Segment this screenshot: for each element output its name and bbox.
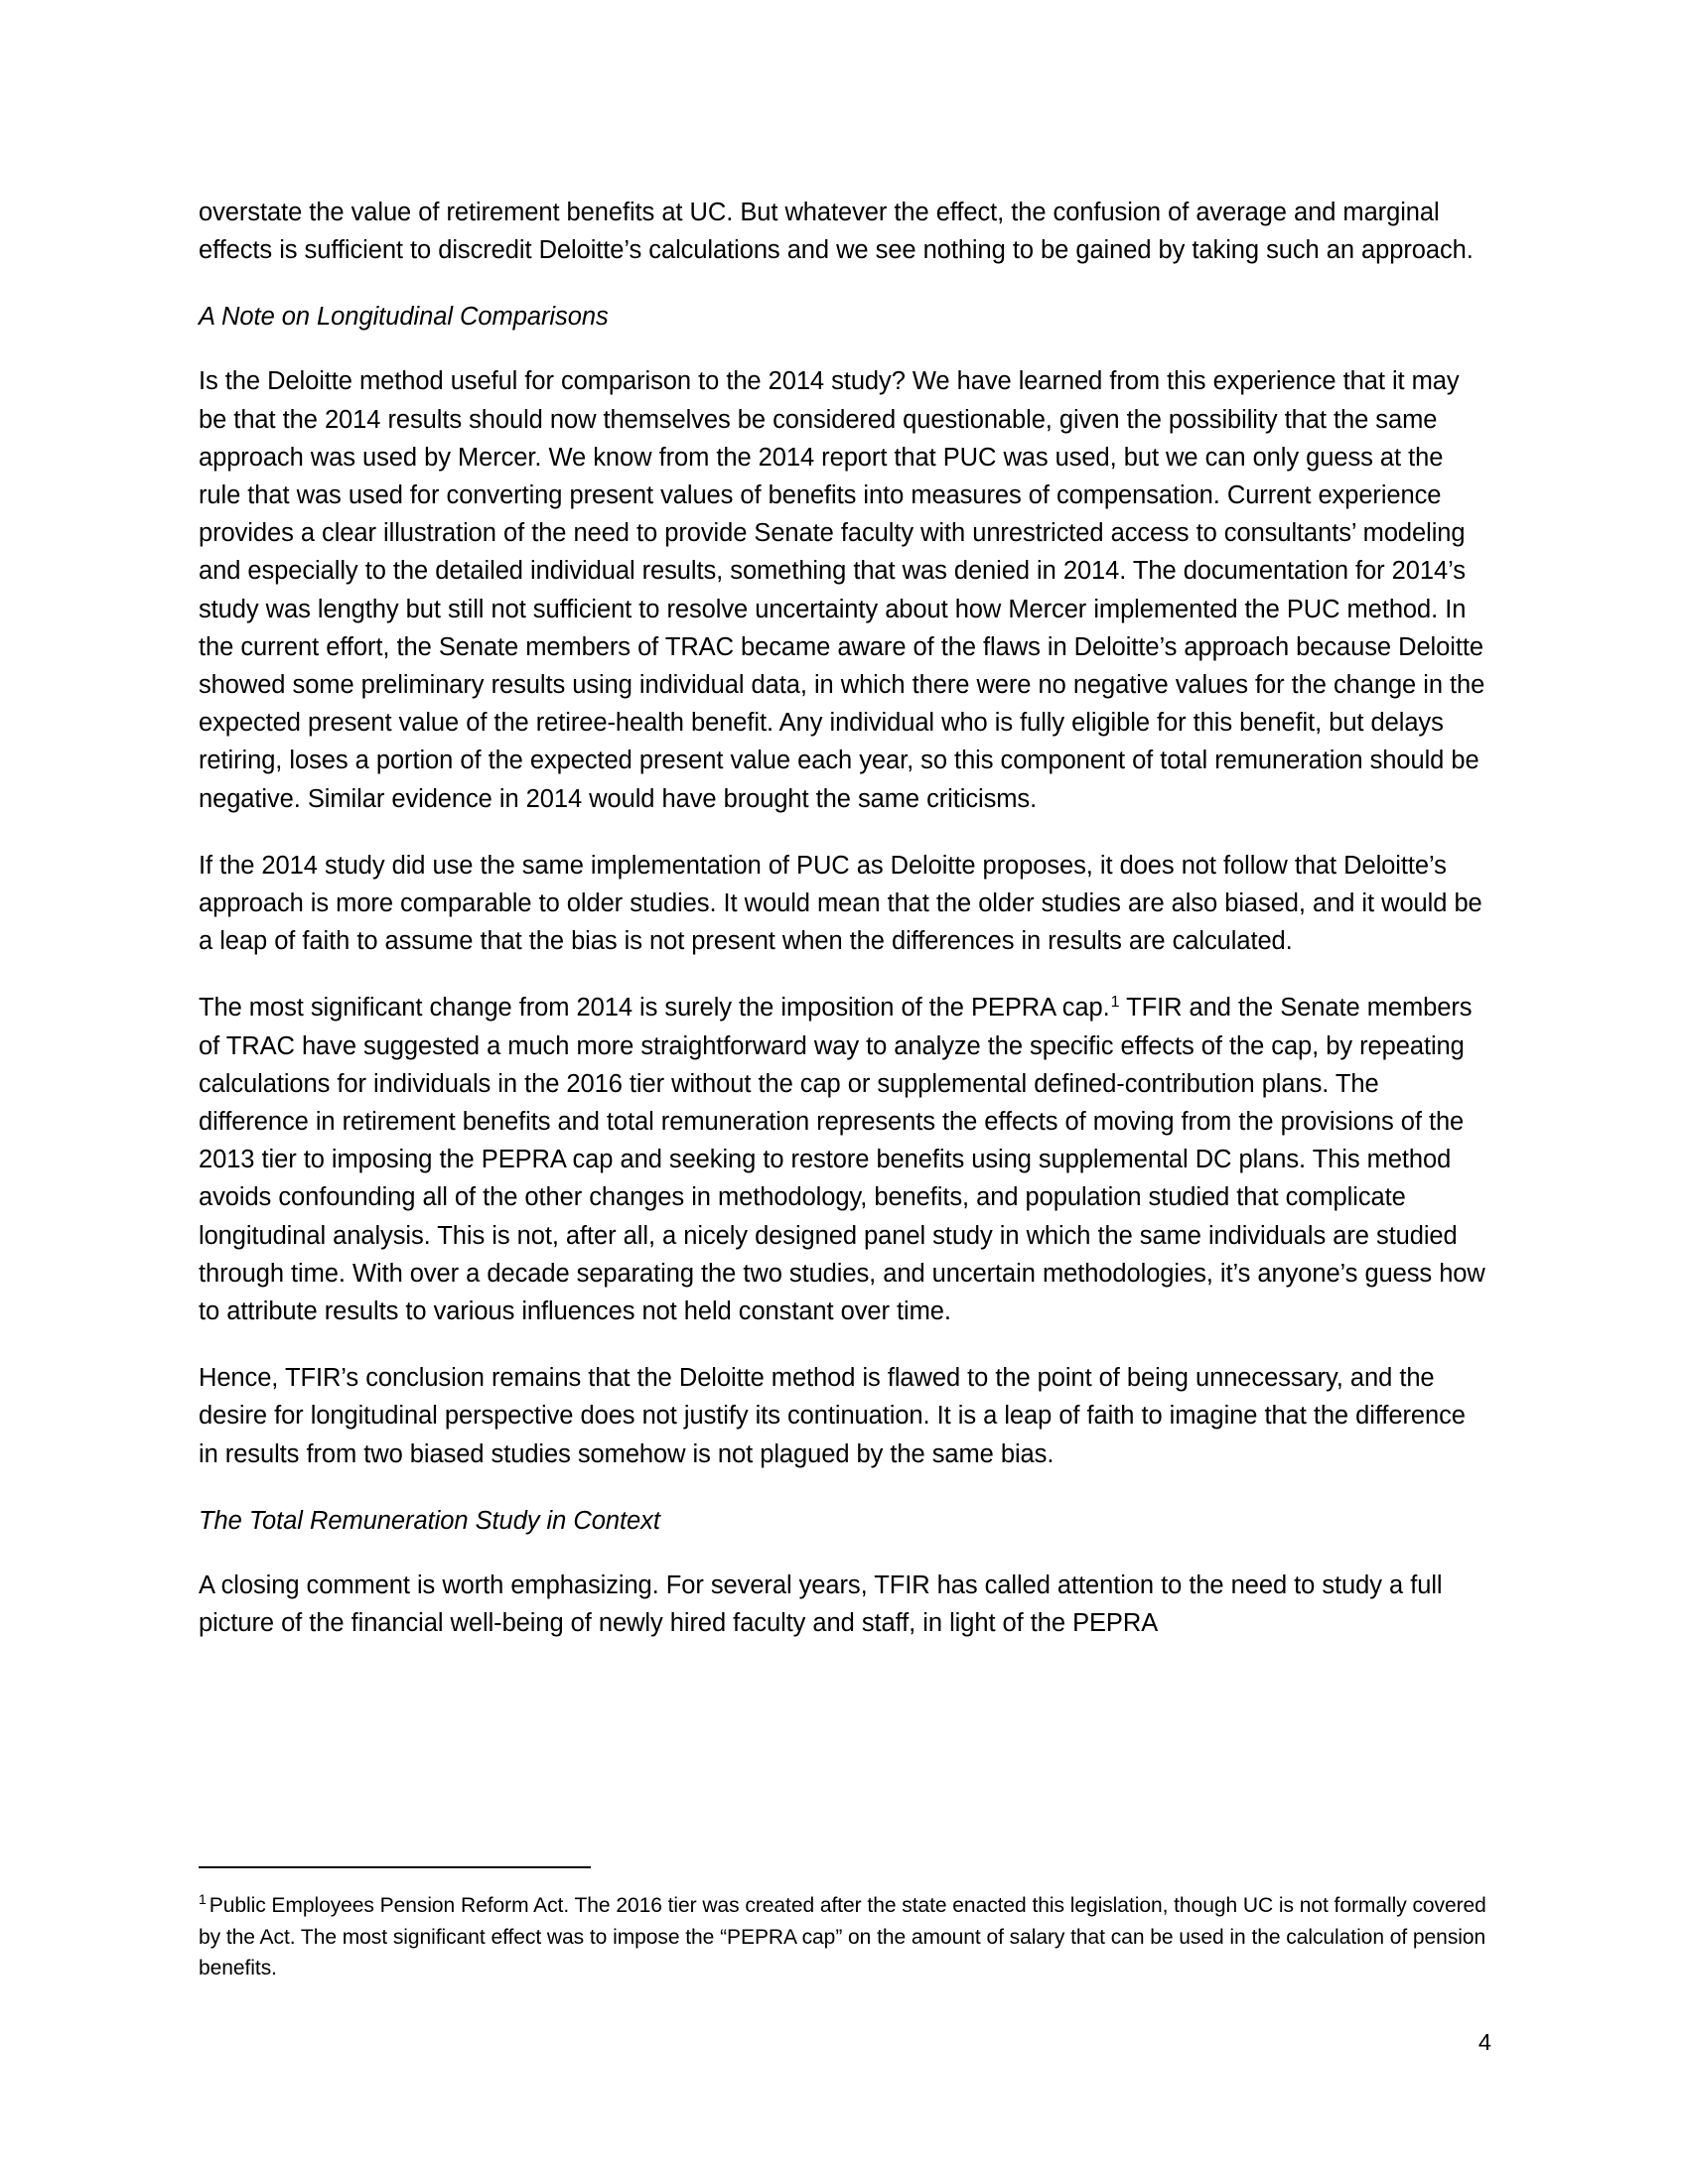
paragraph-pepra-cap-lead: [199, 989, 1491, 1330]
paragraph-pepra-text-after-ref: TFIR and the Senate members of TRAC have suggested a much more straightforward way to analyze the specific effects of the cap, by repeating calculations for individuals in the 2016 tier without the cap or supplemental defined-contribution plans. The difference in retirement benefits and total remuneration represents the effects of moving from the provisions of the 2013 tier to imposing the PEPRA cap and seeking to restore benefits using supplemental DC plans. This method avoids confounding all of the other changes in methodology, benefits, and population studied that complicate longitudinal analysis. This is not, after all, a nicely designed panel study in which the same individuals are studied through time. With over a decade separating the two studies, and uncertain methodologies, it’s anyone’s guess how to attribute results to various influences not held constant over time.: [199, 994, 1485, 1326]
paragraph-deloitte-method: Is the Deloitte method useful for comparison to the 2014 study? We have learned from this experience that it may be that the 2014 results should now themselves be considered questionable, given the possibility that the same approach was used by Mercer. We know from the 2014 report that PUC was used, but we can only guess at the rule that was used for converting present values of benefits into measures of compensation. Current experience provides a clear illustration of the need to provide Senate faculty with unrestricted access to consultants’ modeling and especially to the detailed individual results, something that was denied in 2014. The documentation for 2014’s study was lengthy but still not sufficient to resolve uncertainty about how Mercer implemented the PUC method. In the current effort, the Senate members of TRAC became aware of the flaws in Deloitte’s approach because Deloitte showed some preliminary results using individual data, in which there were no negative values for the change in the expected present value of the retiree-health benefit. Any individual who is fully eligible for this benefit, but delays retiring, loses a portion of the expected present value each year, so this component of total remuneration should be negative. Similar evidence in 2014 would have brought the same criticisms.: [199, 367, 1485, 813]
footnote-separator-rule: [199, 1866, 591, 1868]
footnote-area: [199, 1866, 1491, 1984]
paragraph-tfir-conclusion: Hence, TFIR’s conclusion remains that the Deloitte method is flawed to the point of being unnecessary, and the desire for longitudinal perspective does not justify its continuation. It is a leap of faith to imagine that the difference in results from two biased studies somehow is not plagued by the same bias.: [199, 1364, 1466, 1468]
paragraph-overstate: overstate the value of retirement benefits at UC. But whatever the effect, the confusion of average and marginal effects is sufficient to discredit Deloitte’s calculations and we see nothing to be gained by taking such an approach.: [199, 199, 1474, 265]
paragraph-closing-comment: A closing comment is worth emphasizing. For several years, TFIR has called attention to the need to study a full picture of the financial well-being of newly hired faculty and staff, in light of the PEPRA: [199, 1570, 1443, 1638]
footnote-entry: [199, 1890, 1491, 1984]
page-content: [199, 194, 1491, 1671]
section-heading-longitudinal: A Note on Longitudinal Comparisons: [199, 303, 609, 332]
paragraph-pepra-text-before-ref: The most significant change from 2014 is surely the imposition of the PEPRA cap.: [199, 994, 1110, 1023]
page-number: 4: [1477, 2029, 1491, 2055]
footnote-reference-marker[interactable]: 1: [1110, 993, 1120, 1011]
section-heading-context: The Total Remuneration Study in Context: [199, 1506, 660, 1535]
paragraph-2014-study-puc: If the 2014 study did use the same implementation of PUC as Deloitte proposes, it does not follow that Deloitte’s approach is more comparable to older studies. It would mean that the older studies are also biased, and it would be a leap of faith to assume that the bias is not present when the differences in results are calculated.: [199, 851, 1482, 956]
footnote-number: 1: [199, 1891, 207, 1907]
footnote-text: Public Employees Pension Reform Act. The 2016 tier was created after the state enacted this legislation, though UC is not formally covered by the Act. The most significant effect was to impose the “PEPRA cap” on the amount of salary that can be used in the calculation of pension benefits.: [199, 1894, 1486, 1979]
